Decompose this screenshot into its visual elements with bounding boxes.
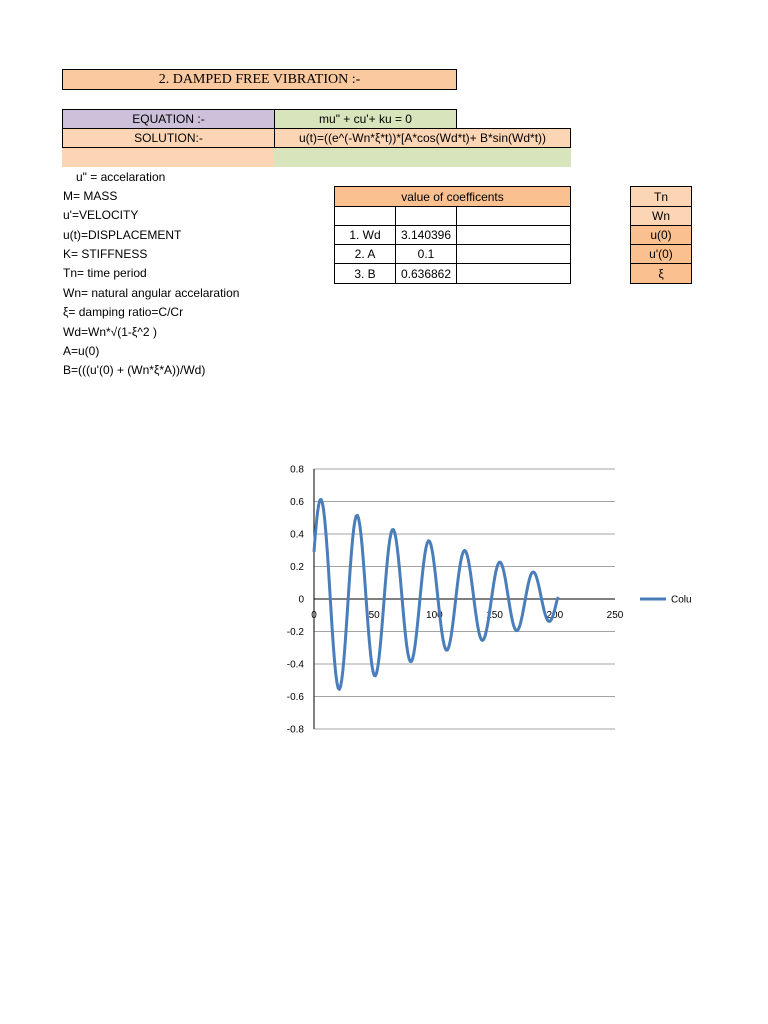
definition-item: A=u(0) <box>63 344 100 358</box>
definition-item: u(t)=DISPLACEMENT <box>63 228 182 242</box>
definition-item: K= STIFFNESS <box>63 247 148 261</box>
definition-item: M= MASS <box>63 189 118 203</box>
y-tick-label: 0 <box>298 594 304 606</box>
x-tick-label: 150 <box>486 610 503 621</box>
coefficient-value: 0.636862 <box>395 263 457 284</box>
param-cell: Wn <box>630 206 692 226</box>
legend-label: Colu <box>671 594 692 606</box>
y-tick-label: -0.2 <box>286 627 304 638</box>
table-cell <box>456 263 571 284</box>
coefficient-label: 2. A <box>334 244 396 264</box>
x-tick-label: 0 <box>311 610 317 621</box>
table-cell <box>456 225 571 245</box>
table-cell <box>456 206 571 226</box>
y-tick-label: 0.4 <box>290 529 304 541</box>
table-cell <box>456 244 571 264</box>
x-tick-label: 200 <box>546 610 564 621</box>
param-cell: u(0) <box>630 225 692 245</box>
definition-item: Tn= time period <box>63 266 147 280</box>
displacement-chart <box>270 455 700 745</box>
coefficients-header: value of coefficents <box>334 186 571 207</box>
coefficient-label: 3. B <box>334 263 396 284</box>
series-line <box>314 500 558 690</box>
definition-item: u'=VELOCITY <box>63 208 139 222</box>
y-tick-label: -0.6 <box>286 692 304 703</box>
coefficient-value: 3.140396 <box>395 225 457 245</box>
param-cell: ξ <box>630 263 692 284</box>
definition-item: Wd=Wn*√(1-ξ^2 ) <box>63 325 157 339</box>
definition-item: B=(((u'(0) + (Wn*ξ*A))/Wd) <box>63 363 206 377</box>
y-tick-label: 0.2 <box>290 562 304 573</box>
x-tick-label: 50 <box>368 610 380 621</box>
solution-value: u(t)=((e^(-Wn*ξ*t))*[A*cos(Wd*t)+ B*sin(Wd*t)) <box>274 128 571 148</box>
page-title: 2. DAMPED FREE VIBRATION :- <box>62 69 457 90</box>
empty-green-cell <box>274 148 571 167</box>
equation-label: EQUATION :- <box>62 109 275 129</box>
solution-label: SOLUTION:- <box>62 128 275 148</box>
definition-item: Wn= natural angular accelaration <box>63 286 240 300</box>
empty-peach-cell <box>62 148 274 167</box>
y-tick-label: 0.8 <box>290 464 304 476</box>
y-tick-label: -0.8 <box>286 724 304 736</box>
coefficient-value: 0.1 <box>395 244 457 264</box>
definition-item: u" = accelaration <box>76 170 166 184</box>
y-tick-label: -0.4 <box>286 659 304 671</box>
equation-value: mu" + cu'+ ku = 0 <box>274 109 457 129</box>
param-cell: Tn <box>630 186 692 207</box>
param-cell: u'(0) <box>630 244 692 264</box>
y-tick-label: 0.6 <box>290 497 304 508</box>
coefficient-label: 1. Wd <box>334 225 396 245</box>
table-cell <box>334 206 396 226</box>
x-tick-label: 250 <box>606 610 624 621</box>
definition-item: ξ= damping ratio=C/Cr <box>63 305 184 319</box>
x-tick-label: 100 <box>426 610 443 621</box>
table-cell <box>395 206 457 226</box>
